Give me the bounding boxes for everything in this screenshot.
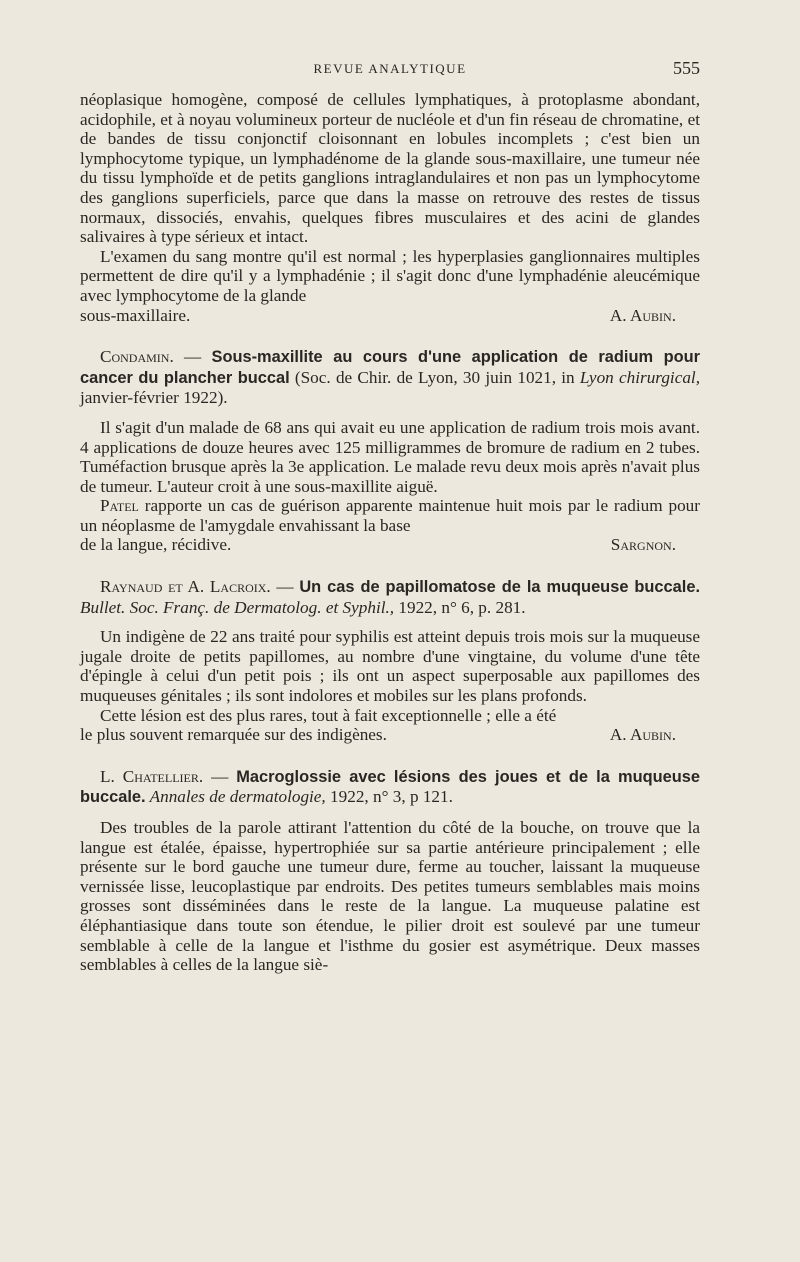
spacer (80, 808, 700, 818)
article3-dash: — (270, 577, 300, 597)
article2-author: Condamin. (100, 347, 174, 367)
article4-heading (80, 767, 700, 808)
page-number: 555 (673, 58, 700, 78)
spacer (80, 408, 700, 418)
article3-title: Un cas de papillomatose de la muqueuse buccale. (299, 578, 700, 597)
article3-closing-line (80, 725, 700, 745)
article1-paragraph-2: L'examen du sang montre qu'il est normal ; les hyperplasies ganglionnaires multiples permettent de dire qu'il y a lymphadénie ; il s'agit donc d'une lymphadénie aleucémique avec lymphocytome de la glande (80, 246, 700, 305)
article3-journal: Bullet. Soc. Franç. de Dermatolog. et Syphil., (80, 597, 395, 617)
article3-heading (80, 577, 700, 617)
spacer (80, 617, 700, 627)
article2-closing-line (80, 535, 700, 555)
page-header (80, 58, 700, 80)
article3-author: Raynaud et A. Lacroix. (100, 577, 271, 597)
article2-paragraph-2-author: Patel (100, 496, 139, 516)
article2-journal: Lyon chirurgical, (579, 367, 700, 387)
article2-paragraph-2-end: de la langue, récidive. (80, 535, 232, 555)
article1-paragraph-2-end: sous-maxillaire. (80, 305, 191, 325)
article4-title: Macroglossie avec lésions des joues et de la muqueuse buccale. (80, 767, 701, 807)
spacer (80, 325, 700, 347)
article4-journal: Annales de dermatologie, (145, 787, 326, 807)
article1-closing-line (80, 306, 700, 326)
article3-paragraph-2-end: le plus souvent remarquée sur des indigènes. (80, 725, 387, 745)
article3-paragraph-1: Un indigène de 22 ans traité pour syphilis est atteint depuis trois mois sur la muqueuse jugale droite de petits papillomes, au nombre d'une vingtaine, du volume d'une tête d'épingle à celui d'un petit pois ; ils ont un aspect superposable aux papillomes des muqueuses génitales ; ils sont indolores et mobiles sur les plans profonds. (80, 627, 700, 706)
article4-dash: — (203, 766, 237, 786)
article2-dash: — (173, 347, 212, 367)
page-body (80, 90, 700, 975)
spacer (80, 745, 700, 767)
article2-signature: Sargnon. (610, 535, 676, 555)
article2-paragraph-2 (80, 496, 700, 535)
article3-paragraph-2: Cette lésion est des plus rares, tout à fait exceptionnelle ; elle a été (100, 705, 557, 725)
article4-reference: 1922, n° 3, p 121. (325, 787, 453, 807)
spacer (80, 555, 700, 577)
article4-paragraph-1: Des troubles de la parole attirant l'attention du côté de la bouche, on trouve que la langue est étalée, épaisse, hypertrophiée sur sa partie antérieure principalement ; elle présente sur le bord gauche une tumeur dure, ferme au toucher, laissant la muqueuse vernissée lisse, leucoplastique par endroits. Des petites tumeurs semblables mais moins grosses sont disséminées dans le reste de la langue. La muqueuse palatine est éléphantiasique dans toute son étendue, le pilier droit est soulevé par une tumeur semblable à celle de la langue et l'isthme du gosier est asymétrique. Deux masses semblables à celles de la langue siè- (80, 818, 700, 975)
article3-reference: 1922, n° 6, p. 281. (394, 597, 526, 617)
article2-paragraph-1: Il s'agit d'un malade de 68 ans qui avait eu une application de radium trois mois avant. 4 applications de douze heures avec 125 milligrammes de bromure de radium en 2 tubes. Tuméfaction brusque après la 3e application. Le malade revu deux mois après n'avait plus de tumeur. L'auteur croit à une sous-maxillite aiguë. (80, 417, 700, 496)
article1-paragraph-1: néoplasique homogène, composé de cellules lymphatiques, à protoplasme abondant, acidophile, et à noyau volumineux porteur de nucléole et d'un fin réseau de chromatine, et de bandes de tissu conjonctif cloisonnant en lobules incomplets ; c'est bien un lymphocytome typique, un lymphadénome de la glande sous-maxillaire, une tumeur née du tissu lymphoïde et de petits ganglions intraglandulaires et non pas un lymphocytome des ganglions superficiels, parce que dans la masse on retrouve des restes de tissus normaux, dissociés, envahis, quelques fibres musculaires et des acini de glandes salivaires à type sérieux et intact. (80, 90, 700, 247)
article2-paragraph-2-text: rapporte un cas de guérison apparente maintenue huit mois par le radium pour un néoplasme de l'amygdale envahissant la base (80, 496, 700, 535)
running-title: REVUE ANALYTIQUE (313, 61, 467, 76)
article2-reference-a: (Soc. de Chir. de Lyon, 30 juin 1021, in (289, 367, 580, 387)
article1-signature: A. Aubin. (609, 305, 676, 325)
article3-signature: A. Aubin. (609, 725, 676, 745)
article2-reference-b: janvier-février 1922). (80, 388, 228, 408)
article2-heading (80, 347, 700, 408)
article4-author: L. Chatellier. (100, 766, 204, 786)
article2-title: Sous-maxillite au cours d'une application de radium pour cancer du plancher buccal (80, 348, 700, 387)
